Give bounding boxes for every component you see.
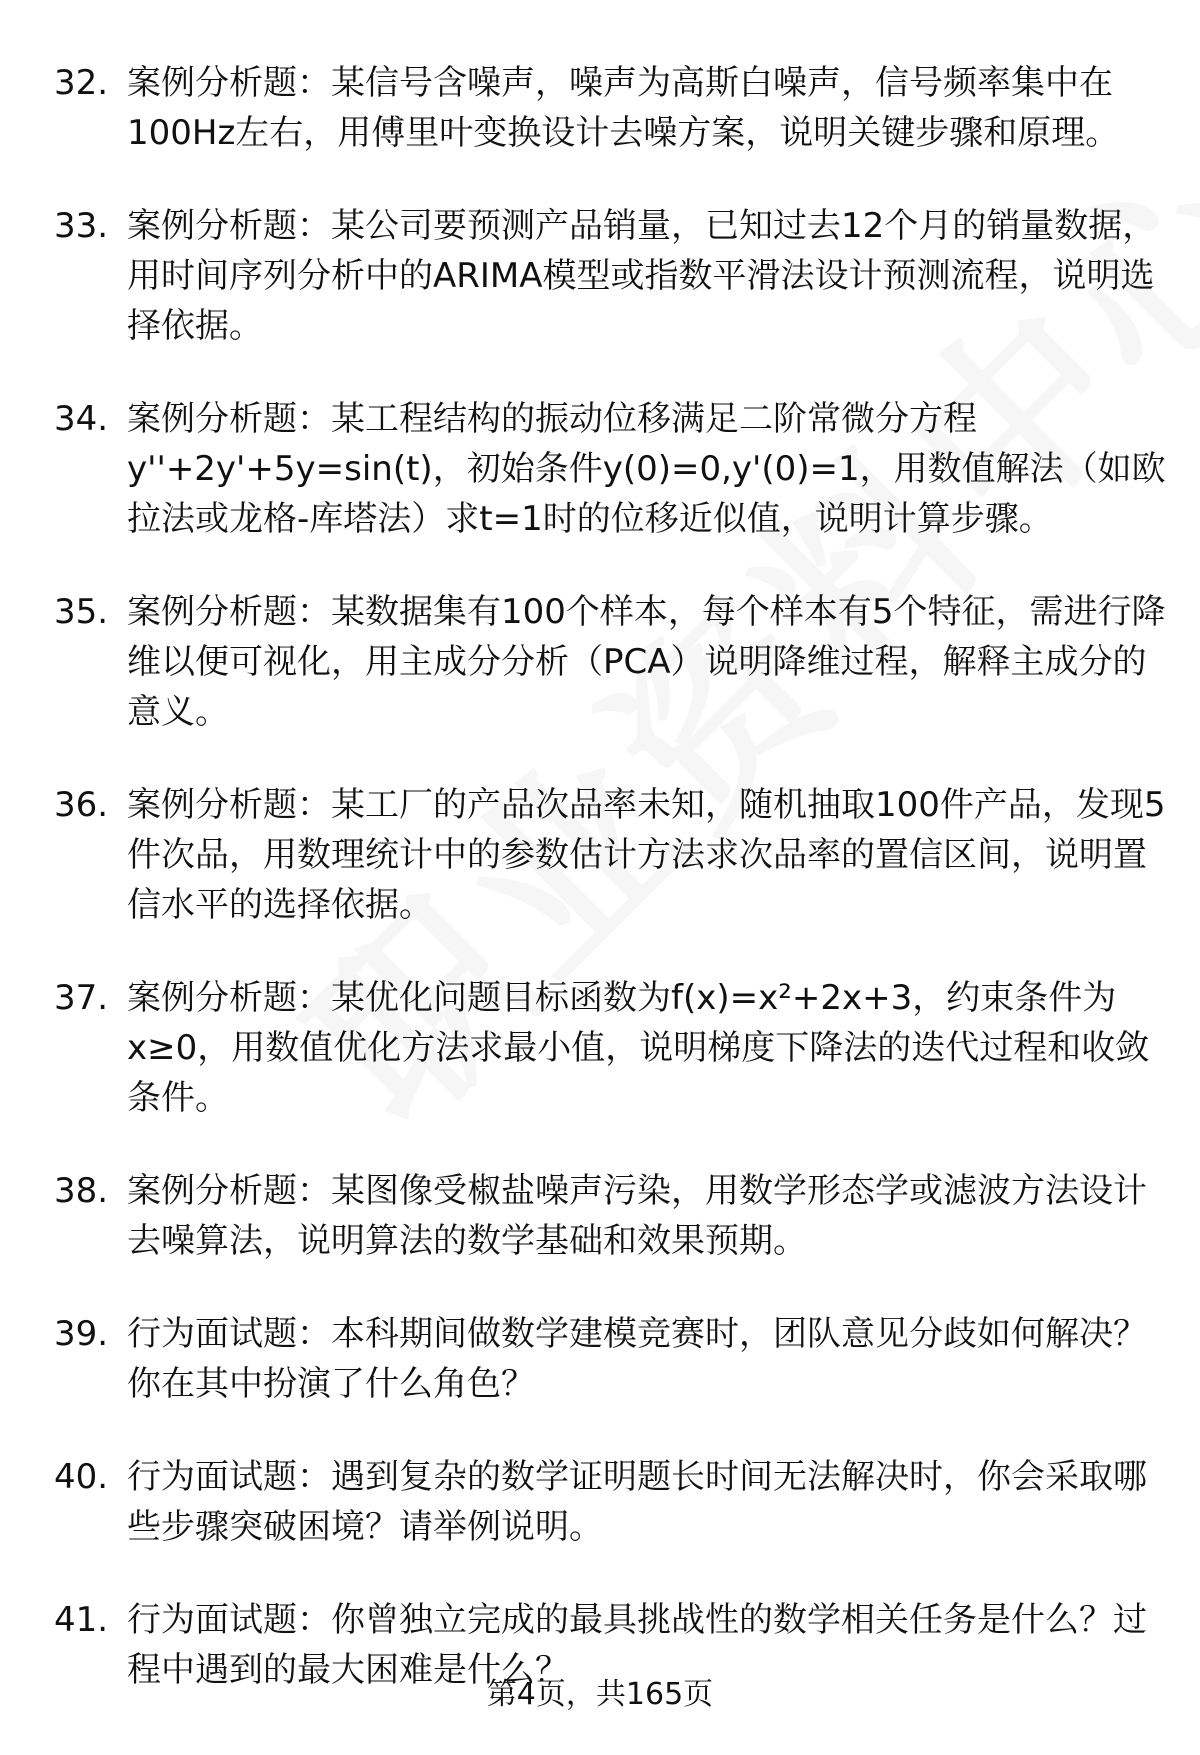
question-number: 37. [54,978,109,1018]
question-text: 案例分析题：某工厂的产品次品率未知，随机抽取100件产品，发现5件次品，用数理统计中的参数估计方法求次品率的置信区间，说明置信水平的选择依据。 [127,785,1166,925]
question-item [0,394,1200,544]
question-text: 案例分析题：某数据集有100个样本，每个样本有5个特征，需进行降维以便可视化，用主成分分析（PCA）说明降维过程，解释主成分的意义。 [127,592,1166,732]
question-item [0,1309,1200,1409]
question-item [0,1452,1200,1552]
question-number: 40. [54,1457,109,1497]
question-item [0,1166,1200,1266]
question-number: 39. [54,1314,109,1354]
question-item [0,201,1200,351]
question-number: 33. [54,206,109,246]
question-item [0,587,1200,737]
question-number: 41. [54,1600,109,1640]
question-number: 32. [54,63,109,103]
question-item [0,973,1200,1123]
question-number: 35. [54,592,109,632]
question-text: 案例分析题：某信号含噪声，噪声为高斯白噪声，信号频率集中在100Hz左右，用傅里叶变换设计去噪方案，说明关键步骤和原理。 [127,63,1120,153]
question-number: 36. [54,785,109,825]
question-text: 行为面试题：本科期间做数学建模竞赛时，团队意见分歧如何解决？你在其中扮演了什么角色？ [127,1314,1147,1404]
question-text: 案例分析题：某图像受椒盐噪声污染，用数学形态学或滤波方法设计去噪算法，说明算法的数学基础和效果预期。 [127,1171,1147,1261]
question-number: 34. [54,399,109,439]
question-text: 行为面试题：你曾独立完成的最具挑战性的数学相关任务是什么？过程中遇到的最大困难是什么？ [127,1600,1147,1690]
question-item [0,780,1200,930]
question-text: 行为面试题：遇到复杂的数学证明题长时间无法解决时，你会采取哪些步骤突破困境？请举例说明。 [127,1457,1147,1547]
question-text: 案例分析题：某工程结构的振动位移满足二阶常微分方程y''+2y'+5y=sin(t)，初始条件y(0)=0,y'(0)=1，用数值解法（如欧拉法或龙格-库塔法）求t=1时的位移近似值，说明计算步骤。 [127,399,1166,539]
question-number: 38. [54,1171,109,1211]
question-text: 案例分析题：某公司要预测产品销量，已知过去12个月的销量数据，用时间序列分析中的ARIMA模型或指数平滑法设计预测流程，说明选择依据。 [127,206,1157,346]
page-footer: 第4页，共165页 [486,1677,714,1712]
question-item [0,58,1200,158]
question-list [0,58,1200,1695]
question-text: 案例分析题：某优化问题目标函数为f(x)=x²+2x+3，约束条件为x≥0，用数值优化方法求最小值，说明梯度下降法的迭代过程和收敛条件。 [127,978,1150,1118]
